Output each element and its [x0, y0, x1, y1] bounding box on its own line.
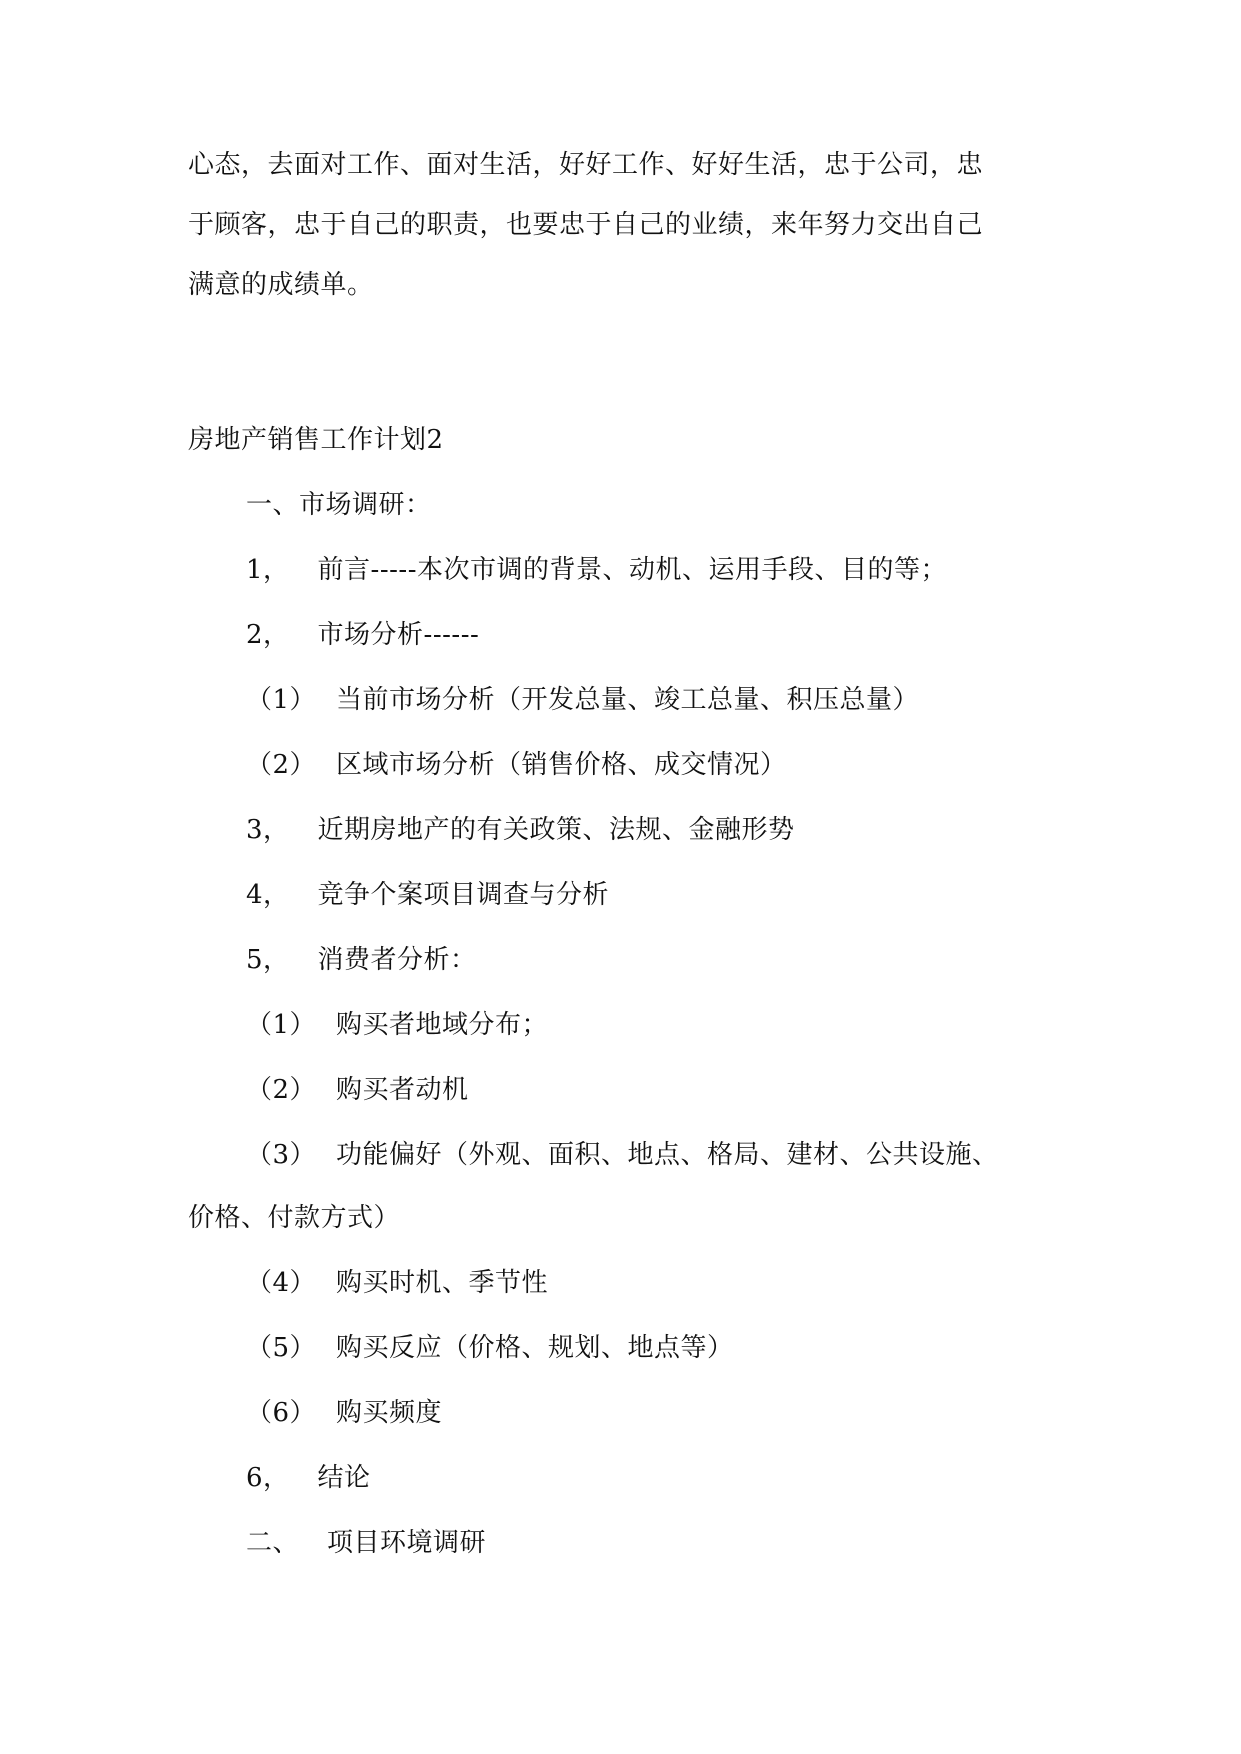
item-text: 竞争个案项目调查与分析: [317, 880, 610, 910]
item-text: 结论: [317, 1463, 371, 1493]
item-number: 4，: [246, 880, 290, 910]
item-text: 价格、付款方式）: [188, 1203, 401, 1233]
item-text: 市场分析------: [317, 620, 480, 650]
item-text: 项目环境调研: [327, 1528, 487, 1558]
list-item: [246, 615, 479, 655]
intro-line-2: 于顾客，忠于自己的职责，也要忠于自己的业绩，来年努力交出自己: [188, 210, 984, 240]
list-item: [246, 810, 795, 850]
list-item: [246, 1135, 999, 1175]
item-text: 前言-----本次市调的背景、动机、运用手段、目的等；: [317, 555, 947, 585]
item-text: 区域市场分析（销售价格、成交情况）: [336, 750, 787, 780]
item-number: 6，: [246, 1463, 290, 1493]
list-item: [246, 1523, 486, 1563]
item-number: （3）: [246, 1140, 317, 1170]
list-item: [246, 1393, 442, 1433]
item-number: （2）: [246, 1075, 317, 1105]
item-number: 1，: [246, 555, 290, 585]
item-text: 当前市场分析（开发总量、竣工总量、积压总量）: [336, 685, 920, 715]
item-number: （6）: [246, 1398, 317, 1428]
list-item: [246, 875, 609, 915]
heading-market-research: [246, 485, 432, 525]
item-text: 近期房地产的有关政策、法规、金融形势: [317, 815, 795, 845]
item-number: （4）: [246, 1268, 317, 1298]
list-item: [246, 550, 947, 590]
item-number: 二、: [246, 1528, 300, 1558]
list-item: [246, 1070, 469, 1110]
list-item: [246, 745, 787, 785]
list-item: [246, 1458, 371, 1498]
item-text: 购买反应（价格、规划、地点等）: [336, 1333, 734, 1363]
list-item-continuation: [188, 1198, 400, 1238]
item-number: 5，: [246, 945, 290, 975]
intro-line-3: 满意的成绩单。: [188, 270, 374, 300]
list-item: [246, 680, 919, 720]
section-title: 房地产销售工作计划2: [188, 425, 444, 455]
list-item: [246, 1328, 734, 1368]
item-number: （1）: [246, 685, 317, 715]
item-text: 消费者分析：: [317, 945, 477, 975]
list-item: [246, 940, 477, 980]
item-text: 购买者动机: [336, 1075, 469, 1105]
item-text: 购买频度: [336, 1398, 443, 1428]
item-number: 2，: [246, 620, 290, 650]
item-text: 购买者地域分布；: [336, 1010, 549, 1040]
list-item: [246, 1005, 548, 1045]
item-text: 功能偏好（外观、面积、地点、格局、建材、公共设施、: [336, 1140, 999, 1170]
item-text: 购买时机、季节性: [336, 1268, 549, 1298]
item-number: （2）: [246, 750, 317, 780]
item-text: 一、市场调研：: [246, 490, 432, 520]
item-number: （1）: [246, 1010, 317, 1040]
intro-line-1: 心态，去面对工作、面对生活，好好工作、好好生活，忠于公司，忠: [188, 150, 984, 180]
item-number: 3，: [246, 815, 290, 845]
list-item: [246, 1263, 548, 1303]
item-number: （5）: [246, 1333, 317, 1363]
